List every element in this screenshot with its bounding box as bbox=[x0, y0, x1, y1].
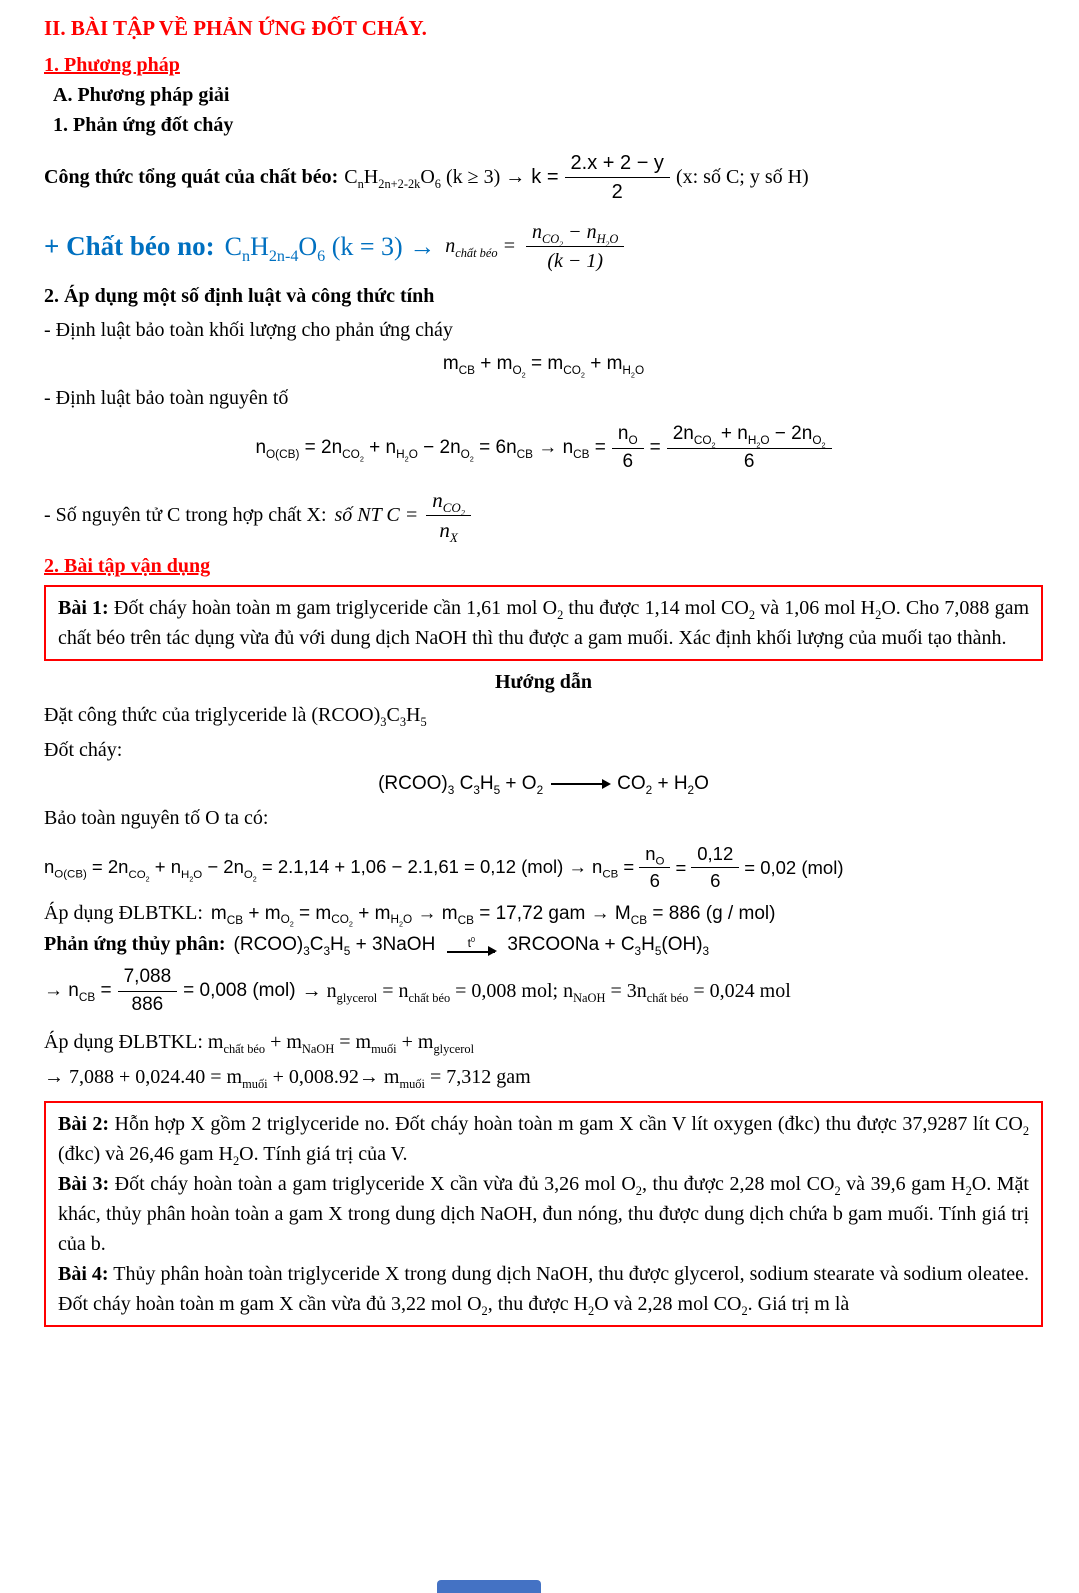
exercise-3-label: Bài 3: bbox=[58, 1172, 110, 1195]
burn-label: Đốt cháy: bbox=[44, 739, 123, 762]
fat-mole-fraction-denominator: (k − 1) bbox=[547, 250, 604, 272]
o-fraction-2-numerator: 0,12 bbox=[691, 841, 739, 868]
k-fraction-numerator: 2.x + 2 − y bbox=[565, 149, 670, 178]
element-fraction-1-denominator: 6 bbox=[622, 450, 634, 472]
o-eq-result: = 0,02 (mol) bbox=[744, 856, 844, 878]
exercises-2-4-box bbox=[44, 1101, 1043, 1327]
saturated-fat-label: + Chất béo no: bbox=[44, 231, 215, 261]
mass-law-application-2 bbox=[44, 1027, 1043, 1057]
fat-mole-equation: $n_{chất béo}$ = bbox=[445, 235, 517, 260]
heading-laws: 2. Áp dụng một số định luật và công thức tính bbox=[44, 285, 435, 307]
ncb-continuation: → $n_{glycerol} = n_{chất béo} = 0,008$ mol; $n_{NaOH} = 3n_{chất béo} = 0,024$ mol bbox=[301, 979, 791, 1005]
saturated-fat-formula: $C_nH_{2n-4}O_6$ (k = 3) → bbox=[224, 231, 436, 265]
set-formula-line: Đặt công thức của triglyceride là $(RCOO)_3C_3H_5$ bbox=[44, 704, 427, 730]
exercise-1-label: Bài 1: bbox=[58, 597, 109, 620]
element-eq-left: $n_{O(CB)} = 2n_{CO_2} + n_{H_2O} - 2n_{O_2} = 6n_{CB} \to n_{CB}$ = bbox=[255, 437, 606, 464]
hydrolysis-eq-left: $(RCOO)_3C_3H_5$ + 3NaOH bbox=[233, 933, 436, 958]
hydrolysis-line bbox=[44, 933, 1043, 956]
ncb-fraction bbox=[118, 964, 178, 1018]
ncb-fraction-numerator: 7,088 bbox=[118, 964, 178, 992]
k-fraction-denominator: 2 bbox=[611, 181, 623, 203]
fat-moles-line bbox=[44, 964, 1043, 1018]
o-fraction-1 bbox=[639, 841, 670, 894]
oxygen-balance-label: Bảo toàn nguyên tố O ta có: bbox=[44, 807, 269, 830]
k-fraction bbox=[565, 149, 670, 206]
mass-law-2-equation: $m_{chất béo} + m_{NaOH} = m_{muối} + m_{glycerol}$ bbox=[207, 1030, 475, 1056]
o-fraction-2-denominator: 6 bbox=[710, 870, 721, 892]
exercise-1-text: Đốt cháy hoàn toàn m gam triglyceride cần 1,61 mol $O_2$ thu được 1,14 mol $CO_2$ và 1,06 mol $H_2O$. Cho 7,088 gam chất béo trên tác dụng vừa đủ với dung dịch NaOH thì thu được a gam muối. Xác định khối lượng của muối tạo thành. bbox=[58, 597, 1030, 650]
fat-mole-fraction bbox=[526, 218, 624, 275]
mass-law-2-label: Áp dụng ĐLBTKL: bbox=[44, 1030, 203, 1053]
ncb-fraction-denominator: 886 bbox=[131, 993, 164, 1015]
mass-law-label: Áp dụng ĐLBTKL: bbox=[44, 902, 203, 925]
saturated-fat-line bbox=[44, 218, 1043, 275]
heading-solution-method: A. Phương pháp giải bbox=[53, 84, 230, 106]
element-conservation-equation bbox=[44, 421, 1043, 475]
general-formula-line bbox=[44, 149, 1043, 206]
element-fraction-2 bbox=[667, 421, 832, 475]
hydrolysis-arrow-condition: $t^0$ bbox=[467, 934, 476, 950]
exercise-2 bbox=[58, 1109, 1029, 1169]
hydrolysis-label: Phản ứng thủy phân: bbox=[44, 933, 226, 956]
k-equals: k = bbox=[531, 166, 559, 188]
exercise-3 bbox=[58, 1169, 1029, 1259]
bottom-blue-fragment bbox=[437, 1580, 541, 1593]
mass-conservation-equation bbox=[44, 353, 1043, 380]
hydrolysis-eq-right: 3RCOONa + $C_3H_5(OH)_3$ bbox=[507, 933, 710, 958]
final-result-line: → $7,088 + 0,024.40 = m_{muối} + 0,008.92\to m_{muối} = 7,312$ gam bbox=[44, 1065, 531, 1091]
element-fraction-2-denominator: 6 bbox=[743, 450, 755, 472]
o-fraction-2 bbox=[691, 841, 739, 894]
carbon-fraction-numerator: $n_{CO_2}$ bbox=[426, 486, 471, 516]
hydrolysis-arrow-icon bbox=[447, 934, 495, 953]
exercise-4 bbox=[58, 1259, 1029, 1319]
ncb-result: = 0,008 (mol) bbox=[183, 980, 296, 1002]
exercise-2-label: Bài 2: bbox=[58, 1112, 110, 1135]
carbon-fraction-denominator: $n_X$ bbox=[439, 517, 458, 545]
exercise-1-box bbox=[44, 585, 1043, 661]
carbon-count-fraction bbox=[426, 486, 471, 546]
general-formula-note: (x: số C; y số H) bbox=[675, 166, 809, 188]
element-eq-equals: = bbox=[649, 437, 661, 459]
exercise-4-text: Thủy phân hoàn toàn triglyceride X trong dung dịch NaOH, thu được glycerol, sodium stearate và sodium oleatee. Đốt cháy hoàn toàn m gam X cần vừa đủ 3,22 mol $O_2$, thu được $H_2O$ và 2,28 mol $CO_2$. Giá trị m là bbox=[58, 1262, 1030, 1318]
oxygen-balance-equation bbox=[44, 841, 1043, 894]
general-formula-label: Công thức tổng quát của chất béo: bbox=[44, 166, 339, 188]
heading-combustion: 1. Phản ứng đốt cháy bbox=[53, 114, 234, 136]
section-title: II. BÀI TẬP VỀ PHẢN ỨNG ĐỐT CHÁY. bbox=[44, 16, 427, 40]
carbon-count-line bbox=[44, 486, 1043, 546]
element-fraction-1-numerator: $n_O$ bbox=[612, 421, 644, 449]
mass-law-equation: $m_{CB} + m_{O_2} = m_{CO_2} + m_{H_2O} \to m_{CB} = 17,72$ gam → $M_{CB} = 886$ (g / mol) bbox=[210, 902, 776, 929]
exercise-3-text: Đốt cháy hoàn toàn a gam triglyceride X cần vừa đủ 3,26 mol $O_2$, thu được 2,28 mol $CO_2$ và 39,6 gam $H_2O$. Mặt khác, thủy phân hoàn toàn a gam X trong dung dịch NaOH, đun nóng, thu được dung dịch chứa b gam muối. Tính giá trị của b. bbox=[58, 1172, 1029, 1255]
element-fraction-2-numerator: $2n_{CO_2} + n_{H_2O} - 2n_{O_2}$ bbox=[667, 421, 832, 449]
combustion-equation bbox=[44, 773, 1043, 795]
reaction-arrow-icon bbox=[551, 783, 609, 785]
combustion-eq-right: $CO_2 + H_2O$ bbox=[617, 773, 709, 797]
combustion-eq-left: $(RCOO)_3$ $C_3H_5 + O_2$ bbox=[378, 773, 544, 797]
mass-law-application-line bbox=[44, 902, 1043, 929]
mass-conservation-label: - Định luật bảo toàn khối lượng cho phản ứng cháy bbox=[44, 319, 453, 341]
carbon-count-label: - Số nguyên tử C trong hợp chất X: bbox=[44, 503, 327, 526]
o-eq-equals: = bbox=[675, 856, 687, 878]
element-fraction-1 bbox=[612, 421, 644, 475]
element-conservation-label: - Định luật bảo toàn nguyên tố bbox=[44, 387, 289, 410]
exercise-2-text: Hỗn hợp X gồm 2 triglyceride no. Đốt cháy hoàn toàn m gam X cần V lít oxygen (đkc) thu được 37,9287 lít $CO_2$ (đkc) và 26,46 gam $H_2O$. Tính giá trị của V. bbox=[58, 1112, 1030, 1168]
general-formula-expression: $C_nH_{2n+2-2k}O_6$ (k ≥ 3) → bbox=[344, 166, 526, 191]
guide-heading: Hướng dẫn bbox=[494, 671, 592, 694]
heading-exercises: 2. Bài tập vận dụng bbox=[44, 555, 211, 578]
exercise-4-label: Bài 4: bbox=[58, 1262, 109, 1285]
arrow-shaft bbox=[447, 951, 495, 953]
o-fraction-1-numerator: $n_O$ bbox=[639, 841, 670, 868]
fat-mole-fraction-numerator: $n_{CO_2} - n_{H_2O}$ bbox=[526, 218, 624, 247]
ncb-left: → $n_{CB}$ = bbox=[44, 980, 112, 1005]
heading-method: 1. Phương pháp bbox=[44, 54, 180, 76]
o-eq-left: $n_{O(CB)} = 2n_{CO_2} + n_{H_2O} - 2n_{O_2} = 2.1,14 + 1,06 - 2.1,61 = 0,12$ $(mol) \to n_{CB}$ = bbox=[44, 856, 635, 884]
o-fraction-1-denominator: 6 bbox=[649, 870, 660, 892]
carbon-count-equation: số NT C = bbox=[334, 503, 419, 526]
mass-equation-text: $m_{CB} + m_{O_2} = m_{CO_2} + m_{H_2O}$ bbox=[442, 353, 645, 380]
